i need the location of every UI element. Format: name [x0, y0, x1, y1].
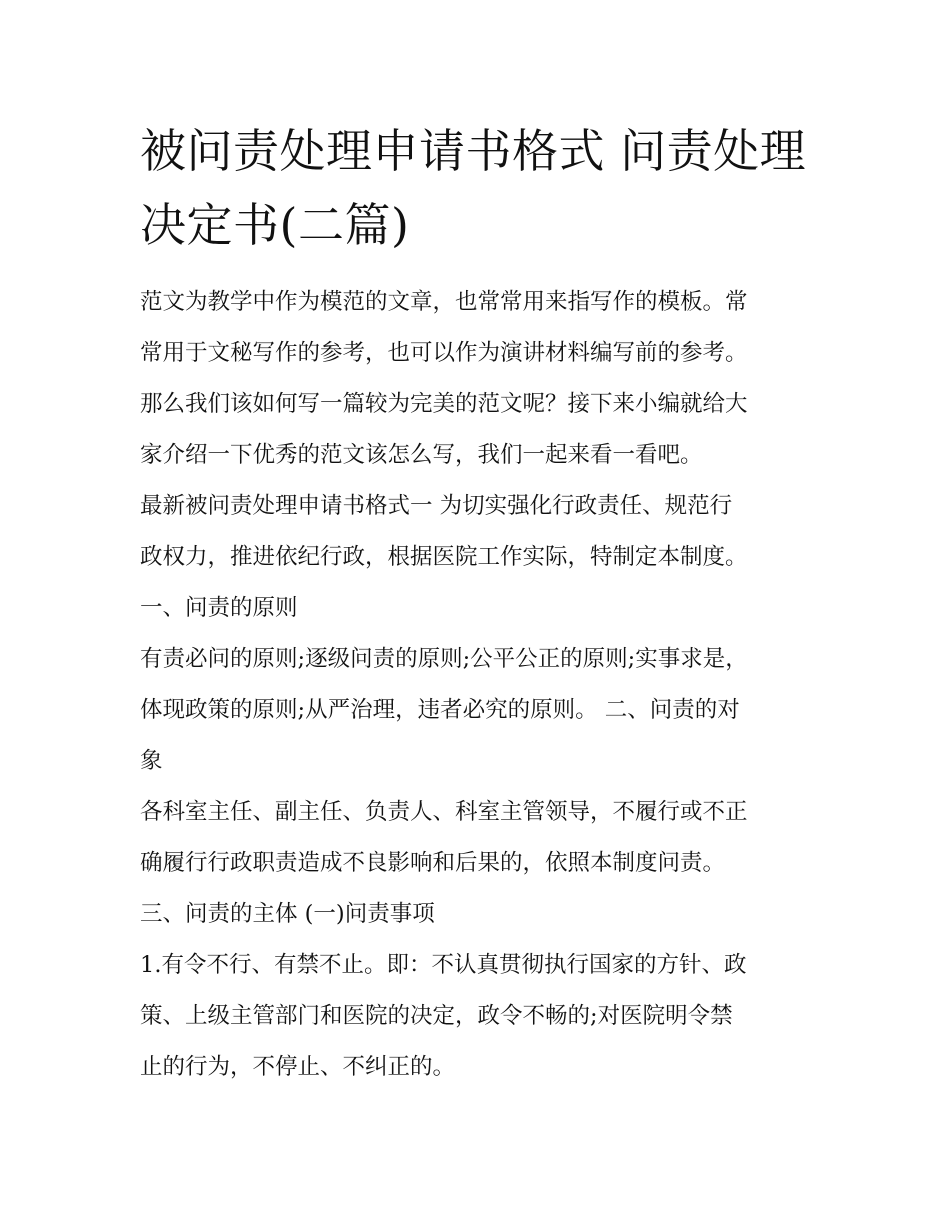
text-line: 1.有令不行、有禁不止。即：不认真贯彻执行国家的方针、政	[140, 952, 747, 978]
section-heading-subject	[140, 889, 816, 940]
section-heading-principles	[140, 583, 816, 634]
item-paragraph-1	[140, 940, 816, 1093]
principles-paragraph	[140, 634, 816, 787]
text-line: 确履行行政职责造成不良影响和后果的，依照本制度问责。	[140, 850, 726, 876]
text-line: 三、问责的主体 (一)问责事项	[140, 901, 435, 927]
text-line: 那么我们该如何写一篇较为完美的范文呢？接下来小编就给大	[140, 391, 748, 417]
text-line: 各科室主任、副主任、负责人、科室主管领导，不履行或不正	[140, 799, 748, 825]
text-line: 政权力，推进依纪行政，根据医院工作实际，特制定本制度。	[140, 544, 748, 570]
text-line: 象	[140, 748, 163, 774]
text-line: 有责必问的原则;逐级问责的原则;公平公正的原则;实事求是，	[140, 646, 748, 672]
text-line: 策、上级主管部门和医院的决定，政令不畅的;对医院明令禁	[140, 1003, 733, 1029]
intro-paragraph	[140, 277, 816, 481]
text-line: 范文为教学中作为模范的文章，也常常用来指写作的模板。常	[140, 289, 748, 315]
text-line: 常用于文秘写作的参考，也可以作为演讲材料编写前的参考。	[140, 340, 748, 366]
text-line: 体现政策的原则;从严治理，违者必究的原则。 二、问责的对	[140, 697, 740, 723]
text-line: 家介绍一下优秀的范文该怎么写，我们一起来看一看吧。	[140, 442, 703, 468]
objects-paragraph	[140, 787, 816, 889]
text-line: 止的行为，不停止、不纠正的。	[140, 1054, 456, 1080]
document-body	[140, 277, 816, 1093]
text-line: 最新被问责处理申请书格式一 为切实强化行政责任、规范行	[140, 493, 733, 519]
section-intro-paragraph	[140, 481, 816, 583]
text-line: 一、问责的原则	[140, 595, 298, 621]
document-title: 被问责处理申请书格式 问责处理决定书(二篇)	[140, 124, 807, 252]
